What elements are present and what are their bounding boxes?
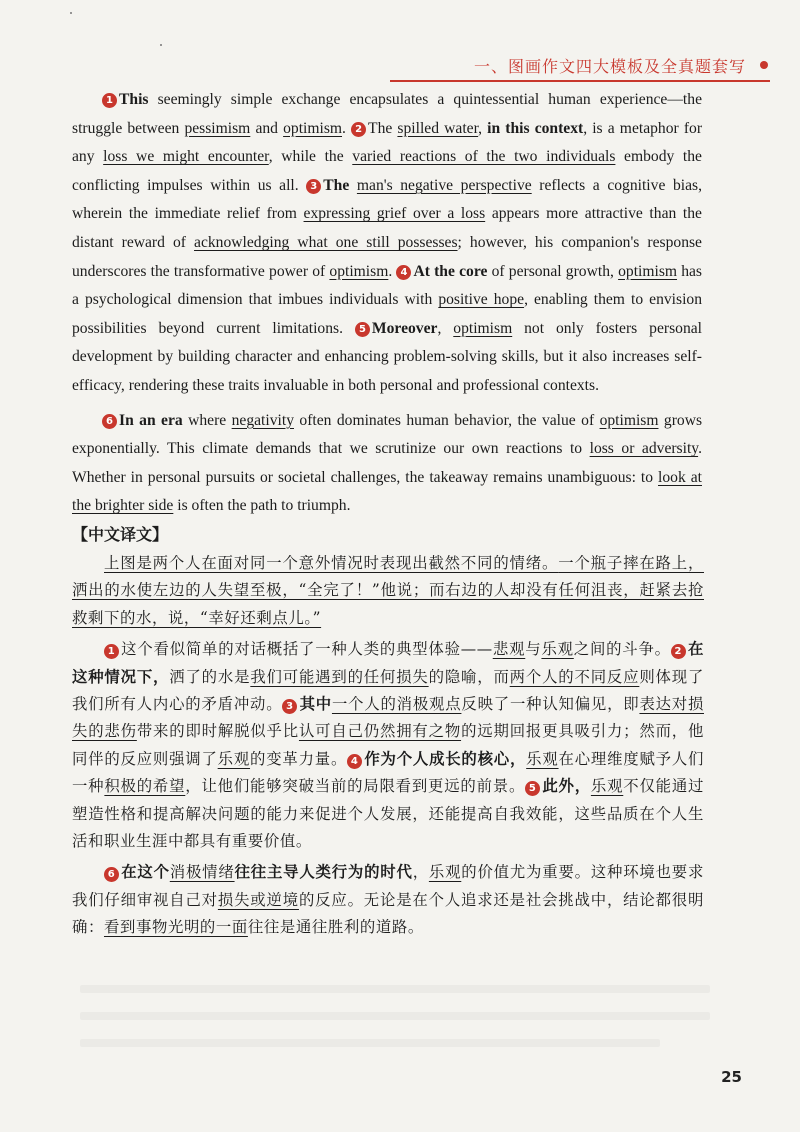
text-run: 反映了一种认知偏见，即: [461, 695, 640, 714]
bleed-through-line: [80, 1012, 710, 1020]
underlined-phrase: negativity: [231, 411, 294, 429]
bleed-through-line: [80, 985, 710, 993]
text-run: ，: [412, 863, 429, 882]
text-run: . Whether in personal pursuits or societal challenges, the takeaway remains unambiguous: to: [72, 440, 702, 486]
sentence-number-6: 6: [104, 867, 119, 882]
text-run: .: [342, 119, 352, 137]
text-run: 不仅能通过塑造性格和提高解决问题的能力来促进个人发展，还能提高自我效能，这些品质在个人生活和职业生涯中都具有重要价值。: [72, 777, 704, 851]
underlined-phrase: optimism: [618, 262, 678, 280]
translation-heading: 【中文译文】: [72, 525, 169, 544]
underlined-phrase: 一个人的消极观点: [331, 695, 462, 714]
bold-phrase: in this context: [487, 119, 584, 137]
sentence-number-1: 1: [102, 93, 117, 108]
underlined-phrase: optimism: [453, 319, 513, 337]
text-run: 带来的即时解脱似乎比: [136, 722, 299, 741]
underlined-phrase: 乐观: [526, 749, 559, 768]
underlined-phrase: 表达对损失的悲伤: [72, 695, 704, 741]
bold-phrase: 作为个人成长的核心，: [364, 749, 527, 768]
text-run: , while the: [268, 148, 353, 166]
sentence-number-2: 2: [351, 122, 366, 137]
text-run: 的隐喻，而: [428, 667, 510, 686]
text-run: 的价值尤为重要。这种环境也要求我们仔细审视自己对: [72, 863, 704, 909]
scan-speck: [70, 12, 72, 14]
bold-phrase: At the core: [413, 262, 488, 280]
text-run: has a psychological dimension that imbues individuals with: [72, 262, 703, 309]
text-run: is often the path to triumph.: [173, 497, 351, 515]
bold-phrase: In an era: [119, 411, 183, 429]
underlined-phrase: man's negative perspective: [356, 176, 532, 194]
scan-speck: [160, 44, 162, 46]
bold-phrase: 此外，: [542, 777, 591, 796]
text-run: ,: [437, 319, 454, 337]
page-number: 25: [721, 1068, 742, 1086]
underlined-phrase: optimism: [329, 262, 389, 280]
translation-paragraph-3: [72, 859, 704, 941]
sentence-number-2: 2: [671, 644, 686, 659]
bold-phrase: Moreover: [371, 319, 438, 337]
text-run: 则体现了我们所有人内心的矛盾冲动。: [72, 667, 704, 714]
underlined-phrase: 乐观: [217, 749, 251, 768]
text-run: not only fosters personal development by building character and enhancing problem-solving skills, but it also increases self-efficacy, rendering these traits invaluable in both personal and professional contexts.: [72, 319, 702, 394]
underlined-phrase: 看到事物光明的一面: [103, 918, 248, 937]
sentence-number-5: 5: [355, 322, 370, 337]
text-run: 在心理维度赋予人们一种: [72, 749, 705, 796]
bold-phrase: The: [323, 176, 350, 194]
chinese-translation-body: [72, 550, 704, 942]
text-run: seemingly simple exchange encapsulates a quintessential human experience—the struggle between: [72, 91, 702, 137]
text-run: .: [388, 262, 397, 280]
english-essay-body: [72, 86, 702, 521]
underlined-phrase: 乐观: [428, 863, 462, 882]
bold-phrase: 在这个: [121, 863, 170, 882]
text-run: reflects a cognitive bias, wherein the immediate relief from: [72, 176, 702, 223]
sentence-number-3: 3: [282, 699, 297, 714]
bold-phrase: 其中: [299, 695, 332, 714]
underlined-phrase: acknowledging what one still possesses: [194, 233, 458, 251]
text-run: 的远期回报更具吸引力；然而，他同伴的反应则强调了: [72, 722, 704, 768]
sentence-number-3: 3: [306, 179, 321, 194]
text-run: and: [250, 119, 284, 137]
underlined-phrase: expressing grief over a loss: [303, 205, 486, 223]
chapter-header: [390, 52, 770, 82]
text-run: 与: [525, 640, 542, 659]
translation-paragraph-2: [72, 636, 704, 855]
text-run: 之间的斗争。: [573, 640, 671, 659]
text-run: where: [182, 411, 232, 429]
text-run: , is a metaphor for any: [72, 119, 703, 166]
text-run: 这个看似简单的对话概括了一种人类的典型体验——: [121, 640, 493, 659]
translation-paragraph-1: [72, 550, 704, 632]
underlined-phrase: loss we might encounter: [103, 148, 269, 166]
underlined-phrase: positive hope: [438, 291, 525, 309]
underlined-phrase: pessimism: [184, 119, 251, 137]
text-run: 洒了的水是: [169, 667, 251, 686]
sentence-number-6: 6: [102, 414, 117, 429]
text-run: often dominates human behavior, the value of: [294, 411, 600, 429]
bold-phrase: 在这种情况下，: [72, 640, 704, 686]
bold-phrase: This: [119, 91, 149, 108]
sentence-number-1: 1: [104, 644, 119, 659]
underlined-phrase: 认可自己仍然拥有之物: [298, 722, 462, 741]
text-run: embody the conflicting impulses within us all.: [72, 148, 702, 194]
text-run: [349, 177, 357, 194]
sentence-number-4: 4: [396, 265, 411, 280]
text-run: 的反应。无论是在个人追求还是社会挑战中，结论都很明确：: [72, 890, 704, 937]
bold-phrase: 往往主导人类行为的时代: [234, 863, 413, 882]
underlined-phrase: 乐观: [541, 640, 574, 659]
underlined-phrase: 损失或逆境: [217, 890, 299, 909]
underlined-phrase: optimism: [599, 411, 659, 429]
underlined-phrase: optimism: [283, 119, 343, 137]
underlined-phrase: 乐观: [590, 777, 624, 796]
underlined-phrase: 悲观: [492, 640, 526, 659]
sentence-number-4: 4: [347, 754, 362, 769]
english-paragraph-2: [72, 407, 702, 521]
text-run: 的变革力量。: [250, 749, 348, 768]
underlined-phrase: varied reactions of the two individuals: [352, 148, 616, 166]
text-run: appears more attractive than the distant reward of: [72, 205, 702, 251]
underlined-phrase: 我们可能遇到的任何损失: [250, 667, 429, 686]
underlined-phrase: 两个人的不同反应: [509, 667, 640, 686]
header-dot-icon: [760, 61, 768, 69]
sentence-number-5: 5: [525, 781, 540, 796]
underlined-phrase: 一个瓶子摔在路上，洒出的水使左边的人失望至极，“全完了！”他说；而右边的人却没有任何沮丧，赶紧去抢救剩下的水，说，“幸好还剩点儿。”: [72, 554, 704, 627]
underlined-phrase: 上图是两个人在面对同一个意外情况时表现出截然不同的情绪。: [104, 554, 559, 572]
text-run: ; however, his companion's response underscores the transformative power of: [72, 233, 702, 280]
english-paragraph-1: [72, 86, 702, 401]
underlined-phrase: loss or adversity: [589, 440, 699, 458]
text-run: ，让他们能够突破当前的局限看到更远的前景。: [185, 777, 526, 796]
underlined-phrase: 消极情绪: [169, 863, 235, 882]
underlined-phrase: 积极的希望: [104, 777, 186, 796]
chapter-title: 一、图画作文四大模板及全真题套写: [473, 57, 746, 76]
text-run: ,: [478, 119, 488, 137]
text-run: , enabling them to envision possibilities beyond current limitations.: [72, 291, 703, 337]
underlined-phrase: look at the brighter side: [72, 468, 702, 515]
text-run: The: [368, 119, 398, 137]
text-run: 往往是通往胜利的道路。: [247, 918, 424, 937]
text-run: of personal growth,: [487, 262, 619, 280]
text-run: grows exponentially. This climate demands that we scrutinize our own reactions to: [72, 411, 703, 458]
underlined-phrase: spilled water: [397, 119, 479, 137]
bleed-through-line: [80, 1039, 660, 1047]
